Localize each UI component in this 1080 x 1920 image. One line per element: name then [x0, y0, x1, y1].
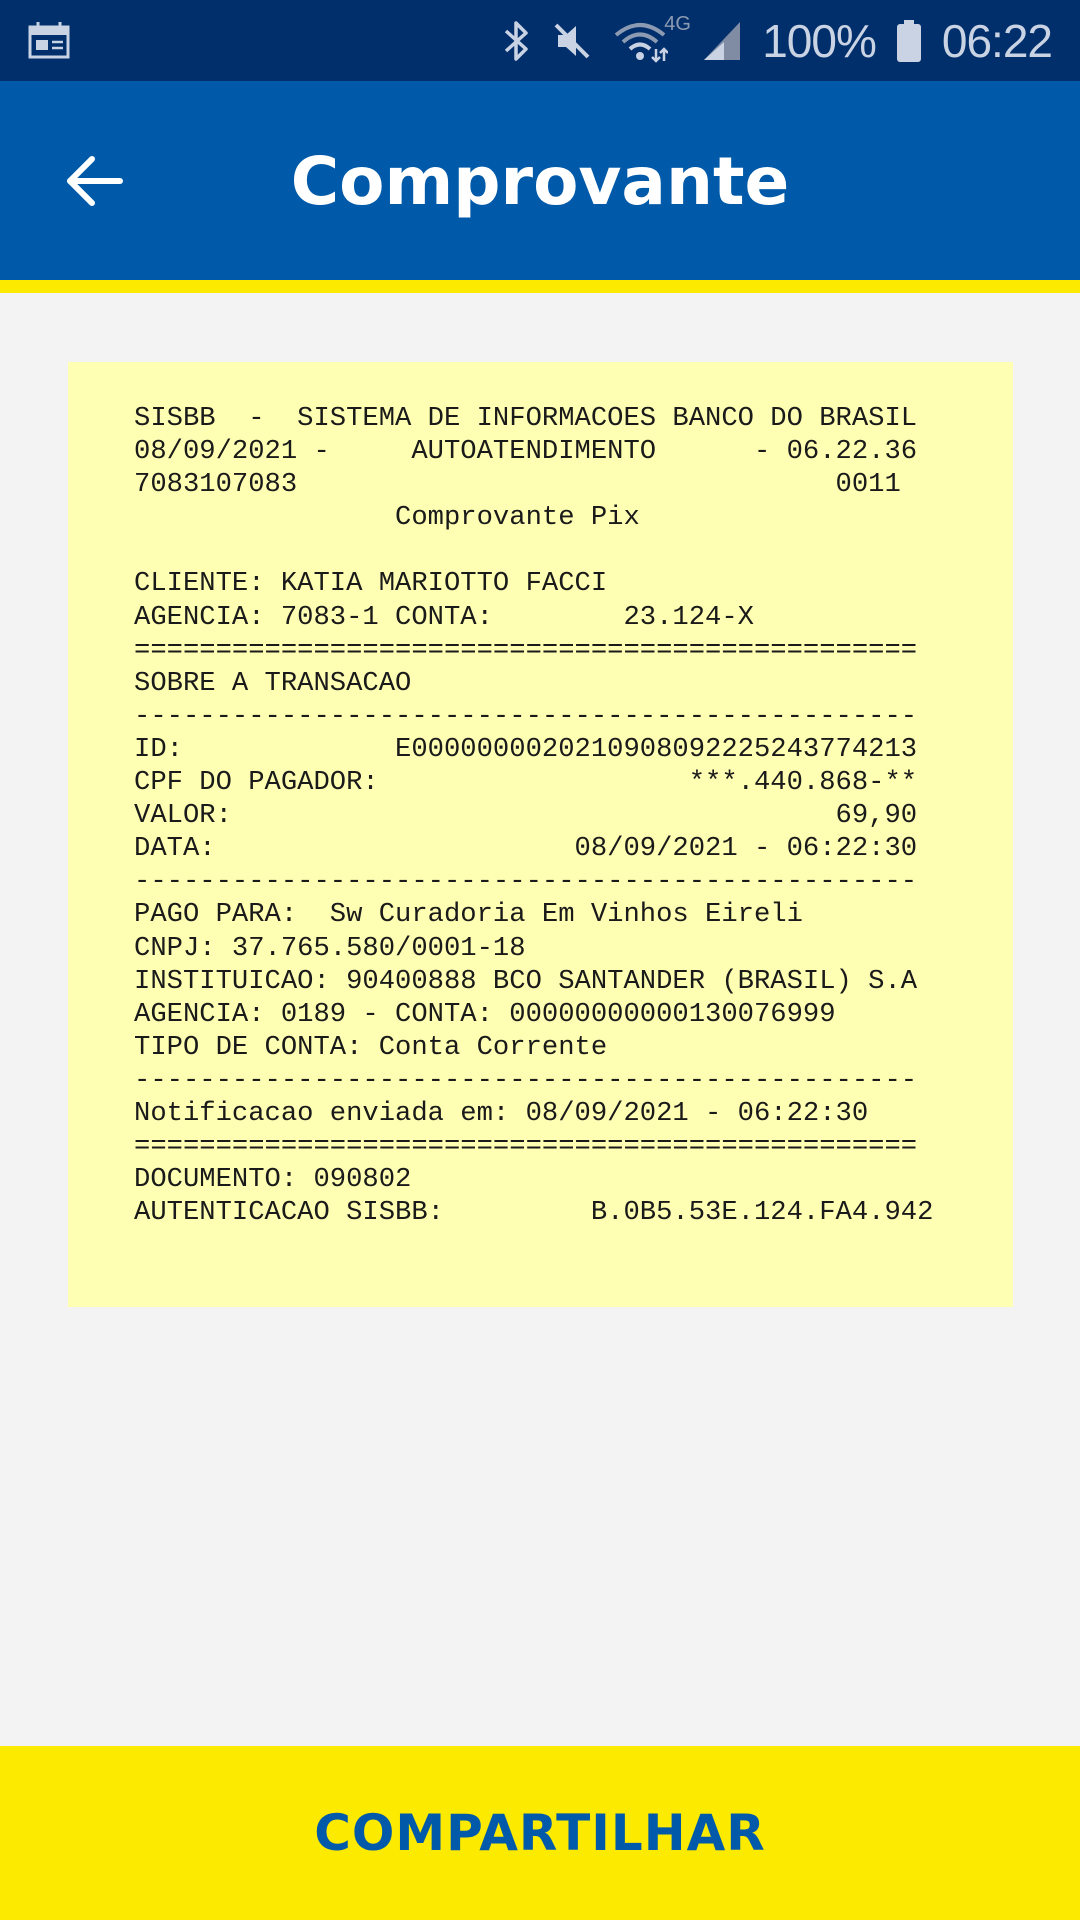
app-bar: [0, 81, 1080, 280]
header-accent-stripe: [0, 280, 1080, 293]
receipt-line: AGENCIA: 7083-1 CONTA: 23.124-X: [134, 601, 754, 633]
wifi-icon: [612, 12, 691, 63]
receipt-line: Notificacao enviada em: 08/09/2021 - 06:22:30: [134, 1097, 869, 1129]
calendar-icon: [28, 21, 70, 64]
receipt-line: ================================================: [134, 634, 918, 666]
receipt-line: Comprovante Pix: [134, 502, 640, 534]
receipt-line: ------------------------------------------------: [134, 866, 918, 898]
receipt-line: AGENCIA: 0189 - CONTA: 00000000000130076999: [134, 998, 836, 1030]
receipt-card: [68, 362, 1013, 1307]
status-bar: [0, 0, 1080, 81]
battery-percent: 100%: [762, 14, 876, 67]
clock: 06:22: [941, 14, 1052, 67]
receipt-line: DOCUMENTO: 090802: [134, 1164, 412, 1196]
receipt-line: ID: E0000000020210908092225243774213: [134, 733, 918, 765]
receipt-line: TIPO DE CONTA: Conta Corrente: [134, 1031, 608, 1063]
receipt-line: SISBB - SISTEMA DE INFORMACOES BANCO DO BRASIL: [134, 403, 918, 434]
receipt-text: [134, 402, 1013, 1229]
receipt-line: 08/09/2021 - AUTOATENDIMENTO - 06.22.36: [134, 436, 918, 468]
network-type: 4G: [664, 12, 691, 35]
signal-icon: [702, 20, 742, 62]
page-title: Comprovante: [290, 143, 790, 220]
share-button[interactable]: [0, 1746, 1080, 1920]
battery-icon: [896, 19, 922, 63]
share-button-label: COMPARTILHAR: [314, 1804, 766, 1862]
bluetooth-icon: [502, 19, 532, 63]
receipt-line: DATA: 08/09/2021 - 06:22:30: [134, 833, 918, 865]
mute-icon: [552, 21, 592, 61]
receipt-line: ------------------------------------------------: [134, 1064, 918, 1096]
receipt-line: AUTENTICACAO SISBB: B.0B5.53E.124.FA4.942: [134, 1197, 934, 1229]
receipt-line: 7083107083 0011: [134, 469, 901, 501]
receipt-line: VALOR: 69,90: [134, 800, 918, 832]
receipt-line: INSTITUICAO: 90400888 BCO SANTANDER (BRASIL) S.A: [134, 965, 918, 997]
receipt-line: ================================================: [134, 1131, 918, 1163]
receipt-line: ------------------------------------------------: [134, 700, 918, 732]
receipt-line: PAGO PARA: Sw Curadoria Em Vinhos Eireli: [134, 899, 803, 931]
receipt-line: CLIENTE: KATIA MARIOTTO FACCI: [134, 568, 608, 600]
receipt-line: SOBRE A TRANSACAO: [134, 667, 412, 699]
receipt-line: CNPJ: 37.765.580/0001-18: [134, 932, 526, 964]
receipt-line: CPF DO PAGADOR: ***.440.868-**: [134, 767, 918, 799]
